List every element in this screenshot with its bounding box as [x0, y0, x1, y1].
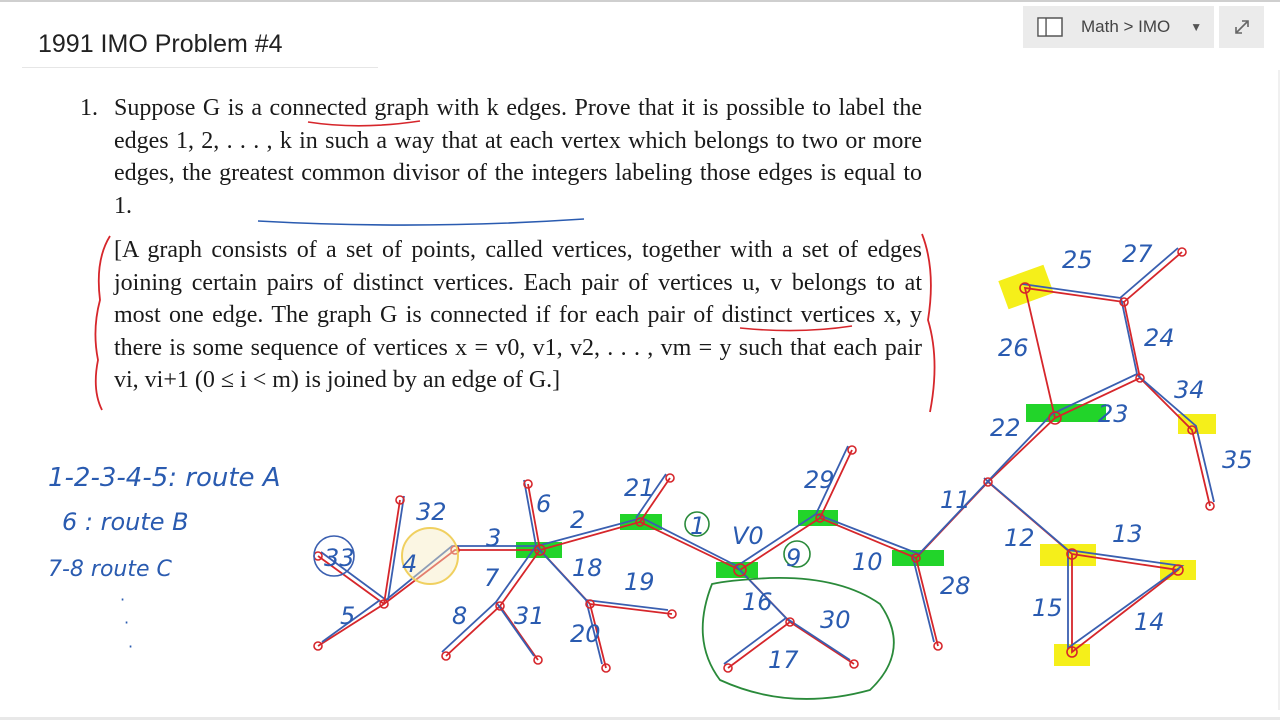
edge-label-7: 7 — [484, 564, 500, 592]
route-a-note: 1-2-3-4-5: route A — [48, 463, 281, 493]
edge-label-21: 21 — [624, 474, 655, 502]
edge-label-18: 18 — [572, 554, 603, 582]
edge-label-31: 31 — [514, 602, 545, 630]
edge-label-27: 27 — [1122, 240, 1153, 268]
edge-label-25: 25 — [1062, 246, 1093, 274]
problem-number: 1. — [80, 95, 98, 121]
edge-label-26: 26 — [998, 334, 1029, 362]
vertex-highlights — [516, 265, 1216, 666]
edge-label-8: 8 — [452, 602, 468, 630]
graph-definition-text: [A graph consists of a set of points, called vertices, together with a set of edges joining certain pairs of distinct vertices. Each pair of vertices u, v belongs to at most one edge. The graph G is connected if for each pair of distinct vertices x, y there is some sequence of vertices x = v0, v1, v2, . . . , vm = y such that each pair vi, vi+1 (0 ≤ i < m) is joined by an edge of G.] — [114, 237, 922, 393]
edge-label-24: 24 — [1144, 324, 1175, 352]
edge-label-35: 35 — [1222, 446, 1253, 474]
edge-label-2: 2 — [570, 506, 586, 534]
edge-label-16: 16 — [742, 588, 773, 616]
route-b-note: 6 : route B — [62, 508, 189, 536]
edge-label-19: 19 — [624, 568, 655, 596]
edge-label-34: 34 — [1174, 376, 1205, 404]
svg-text:·: · — [124, 613, 130, 632]
edge-label-13: 13 — [1112, 520, 1143, 548]
edge-label-1: 1 — [690, 512, 706, 540]
edge-label-4: 4 — [402, 550, 418, 578]
notebook-path-label: Math > IMO — [1081, 17, 1171, 36]
edge-label-33: 33 — [324, 544, 355, 572]
edge-label-17: 17 — [768, 646, 799, 674]
edge-label-9: 9 — [786, 544, 802, 572]
edge-label-6: 6 — [536, 490, 552, 518]
svg-text:·: · — [120, 590, 126, 609]
problem-text: Suppose G is a connected graph with k edges. Prove that it is possible to label the edges 1, 2, . . . , k in such a way that at each vertex which belongs to two or more edges, the greatest common divisor of the integers labeling those edges is equal to 1. — [114, 95, 922, 219]
edge-label-32: 32 — [416, 498, 447, 526]
svg-text:·: · — [128, 637, 134, 656]
edge-label-23: 23 — [1098, 400, 1129, 428]
edge-label-30: 30 — [820, 606, 851, 634]
route-c-note: 7-8 route C — [48, 557, 172, 582]
edge-label-10: 10 — [852, 548, 883, 576]
edge-label-28: 28 — [940, 572, 971, 600]
edge-label-22: 22 — [990, 414, 1021, 442]
edge-label-14: 14 — [1134, 608, 1165, 636]
page-title: 1991 IMO Problem #4 — [38, 30, 283, 58]
vertex-label-v0: V0 — [732, 522, 764, 550]
edge-label-5: 5 — [340, 602, 356, 630]
edge-label-12: 12 — [1004, 524, 1035, 552]
edge-label-11: 11 — [940, 486, 971, 514]
edge-label-3: 3 — [486, 524, 502, 552]
edge-label-20: 20 — [570, 620, 601, 648]
edge-labels — [324, 240, 1253, 674]
chevron-down-icon: ▼ — [1190, 20, 1203, 34]
edge-label-29: 29 — [804, 466, 835, 494]
edge-label-15: 15 — [1032, 594, 1063, 622]
